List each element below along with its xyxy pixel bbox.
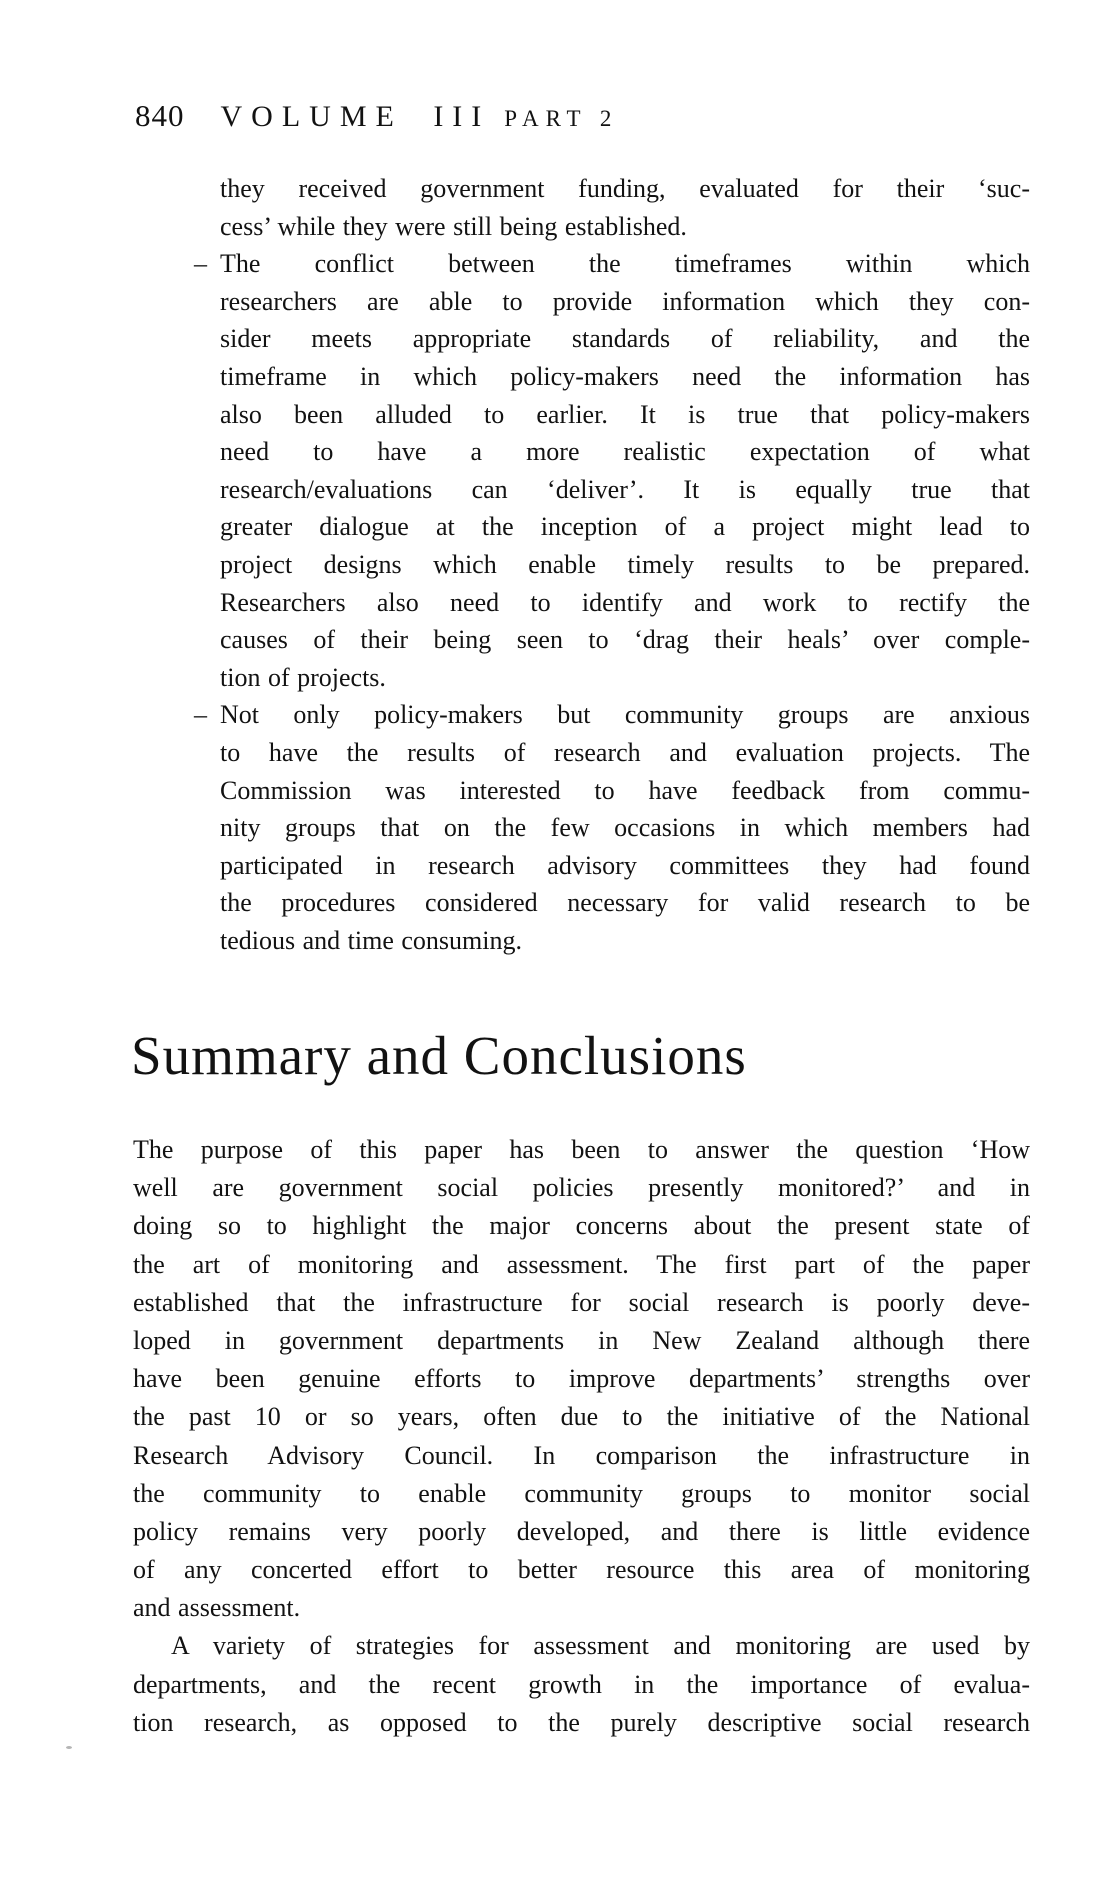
text-line: and assessment. — [133, 1593, 301, 1623]
text-line: to have the results of research and evaluation projects. The — [220, 737, 1030, 767]
text-line: A variety of strategies for assessment and monitoring are used by — [171, 1631, 1030, 1661]
text-line: also been alluded to earlier. It is true that policy-makers — [220, 399, 1030, 429]
text-line: Commission was interested to have feedback from commu- — [220, 775, 1030, 805]
text-line: project designs which enable timely results to be prepared. — [220, 549, 1030, 579]
scan-speck-icon — [66, 1746, 72, 1749]
text-line: departments, and the recent growth in the importance of evalua- — [133, 1669, 1030, 1699]
text-line: tion of projects. — [220, 662, 386, 692]
text-line: greater dialogue at the inception of a project might lead to — [220, 512, 1030, 542]
text-line: the art of monitoring and assessment. The first part of the paper — [133, 1249, 1030, 1279]
paragraph — [133, 1131, 1030, 1627]
text-line: research/evaluations can ‘deliver’. It is equally true that — [220, 474, 1030, 504]
running-header — [135, 98, 618, 134]
text-line: need to have a more realistic expectation of what — [220, 437, 1030, 467]
section-heading: Summary and Conclusions — [131, 1025, 747, 1086]
text-line: established that the infrastructure for social research is poorly deve- — [133, 1287, 1030, 1317]
paragraph — [133, 1627, 1030, 1742]
text-line: researchers are able to provide information which they con- — [220, 286, 1030, 316]
text-line: nity groups that on the few occasions in which members had — [220, 813, 1030, 843]
volume-title: VOLUME III — [220, 100, 491, 133]
text-line: loped in government departments in New Zealand although there — [133, 1325, 1030, 1355]
text-line: tedious and time consuming. — [220, 925, 522, 955]
text-line: the community to enable community groups to monitor social — [133, 1478, 1030, 1508]
bullet-dash-icon: – — [194, 700, 207, 730]
text-line: policy remains very poorly developed, and there is little evidence — [133, 1516, 1030, 1546]
text-line: causes of their being seen to ‘drag their heals’ over comple- — [220, 625, 1030, 655]
text-line: cess’ while they were still being established. — [220, 211, 687, 241]
summary-paragraphs — [133, 1131, 1030, 1742]
bullet-dash-icon: – — [194, 249, 207, 279]
text-line: The purpose of this paper has been to answer the question ‘How — [133, 1135, 1030, 1164]
text-line: they received government funding, evaluated for their ‘suc- — [220, 174, 1030, 203]
text-line: Researchers also need to identify and work to rectify the — [220, 587, 1030, 617]
bullet-list — [194, 170, 1030, 959]
text-line: the past 10 or so years, often due to the initiative of the National — [133, 1402, 1030, 1432]
text-line: Not only policy-makers but community groups are anxious — [220, 700, 1030, 730]
text-line: timeframe in which policy-makers need the information has — [220, 361, 1030, 391]
text-line: well are government social policies presently monitored?’ and in — [133, 1173, 1030, 1203]
text-line: of any concerted effort to better resource this area of monitoring — [133, 1555, 1030, 1585]
text-line: Research Advisory Council. In comparison the infrastructure in — [133, 1440, 1030, 1470]
bullet-item — [194, 696, 1030, 959]
part-label: PART 2 — [504, 106, 619, 131]
text-line: have been genuine efforts to improve departments’ strengths over — [133, 1364, 1030, 1394]
text-line: The conflict between the timeframes within which — [220, 249, 1030, 279]
bullet-item — [220, 170, 1030, 245]
text-line: doing so to highlight the major concerns about the present state of — [133, 1211, 1030, 1241]
text-line: participated in research advisory committees they had found — [220, 850, 1030, 880]
page-number: 840 — [135, 98, 185, 133]
text-line: the procedures considered necessary for valid research to be — [220, 888, 1030, 918]
text-line: sider meets appropriate standards of reliability, and the — [220, 324, 1030, 354]
bullet-item — [194, 245, 1030, 696]
text-line: tion research, as opposed to the purely descriptive social research — [133, 1707, 1030, 1737]
